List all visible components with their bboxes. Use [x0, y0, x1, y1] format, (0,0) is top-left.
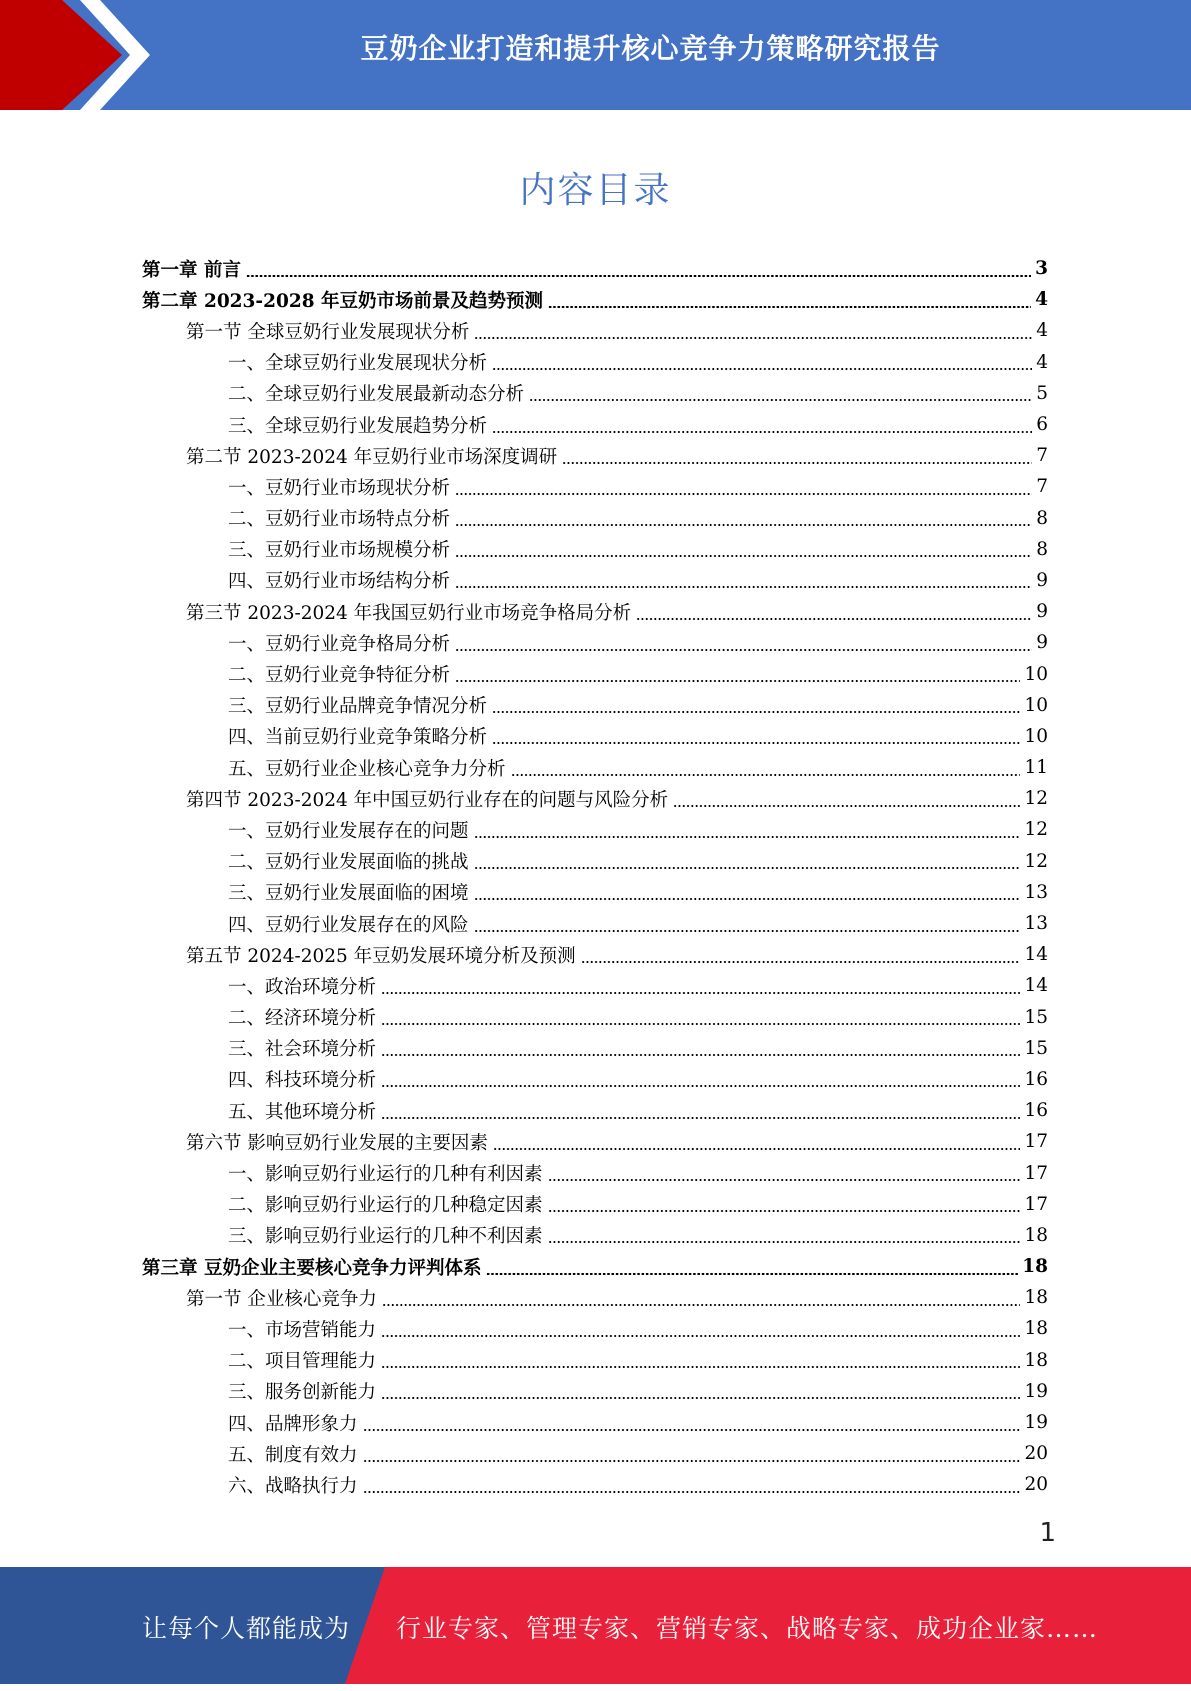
toc-entry-page: 17	[1024, 1131, 1048, 1153]
dot-leader	[548, 1210, 1021, 1212]
dot-leader	[492, 368, 1032, 370]
toc-entry[interactable]	[142, 1064, 1048, 1095]
toc-entry-page: 19	[1024, 1380, 1048, 1402]
toc-entry[interactable]	[142, 1251, 1048, 1282]
dot-leader	[363, 1460, 1021, 1462]
dot-leader	[455, 586, 1032, 588]
red-chevron-decoration	[0, 0, 170, 110]
dot-leader	[581, 961, 1021, 963]
toc-entry-title: 三、社会环境分析	[228, 1039, 377, 1061]
toc-entry-title: 第一章 前言	[142, 259, 241, 281]
toc-entry-page: 10	[1024, 663, 1048, 685]
toc-entry-title: 二、全球豆奶行业发展最新动态分析	[228, 384, 525, 406]
toc-entry[interactable]	[142, 1407, 1048, 1438]
toc-entry[interactable]	[142, 565, 1048, 596]
toc-entry-title: 三、影响豆奶行业运行的几种不利因素	[228, 1226, 543, 1248]
toc-entry[interactable]	[142, 783, 1048, 814]
toc-entry-page: 7	[1036, 476, 1048, 498]
toc-entry-page: 18	[1022, 1256, 1048, 1278]
toc-entry-title: 一、豆奶行业发展存在的问题	[228, 820, 469, 842]
toc-entry-title: 三、豆奶行业发展面临的困境	[228, 883, 469, 905]
toc-entry[interactable]	[142, 1126, 1048, 1157]
toc-entry-page: 15	[1024, 1006, 1048, 1028]
toc-entry-title: 一、影响豆奶行业运行的几种有利因素	[228, 1164, 543, 1186]
toc-entry[interactable]	[142, 814, 1048, 845]
toc-entry-title: 四、品牌形象力	[228, 1413, 358, 1435]
toc-entry-title: 三、服务创新能力	[228, 1382, 377, 1404]
toc-entry-page: 14	[1024, 944, 1048, 966]
toc-entry-page: 14	[1024, 975, 1048, 997]
dot-leader	[636, 618, 1032, 620]
dot-leader	[363, 1429, 1021, 1431]
toc-entry[interactable]	[142, 1033, 1048, 1064]
toc-entry-title: 第一节 全球豆奶行业发展现状分析	[186, 321, 470, 343]
dot-leader	[246, 275, 1031, 277]
toc-entry-title: 四、当前豆奶行业竞争策略分析	[228, 727, 488, 749]
dot-leader	[474, 898, 1021, 900]
toc-entry[interactable]	[142, 1095, 1048, 1126]
toc-entry-title: 第一节 企业核心竞争力	[186, 1288, 377, 1310]
toc-entry-page: 9	[1036, 569, 1048, 591]
toc-entry-title: 五、豆奶行业企业核心竞争力分析	[228, 758, 506, 780]
dot-leader	[382, 1304, 1021, 1306]
toc-entry[interactable]	[142, 846, 1048, 877]
dot-leader	[474, 867, 1021, 869]
toc-entry[interactable]	[142, 970, 1048, 1001]
toc-entry-page: 18	[1024, 1318, 1048, 1340]
dot-leader	[474, 930, 1021, 932]
toc-entry-title: 第二节 2023-2024 年豆奶行业市场深度调研	[186, 446, 558, 468]
toc-entry-title: 三、豆奶行业品牌竞争情况分析	[228, 696, 488, 718]
dot-leader	[381, 1117, 1020, 1119]
toc-entry-page: 6	[1036, 414, 1048, 436]
dot-leader	[548, 1241, 1021, 1243]
toc-entry-page: 7	[1036, 445, 1048, 467]
toc-entry[interactable]	[142, 658, 1048, 689]
dot-leader	[474, 836, 1021, 838]
toc-entry-page: 11	[1024, 757, 1048, 779]
page-number: 1	[1039, 1518, 1056, 1548]
toc-entry-title: 二、豆奶行业发展面临的挑战	[228, 852, 469, 874]
dot-leader	[381, 992, 1020, 994]
toc-entry[interactable]	[142, 409, 1048, 440]
toc-entry[interactable]	[142, 253, 1048, 284]
toc-entry[interactable]	[142, 627, 1048, 658]
toc-entry[interactable]	[142, 1189, 1048, 1220]
dot-leader	[455, 680, 1020, 682]
toc-entry[interactable]	[142, 1469, 1048, 1500]
dot-leader	[455, 649, 1032, 651]
dot-leader	[548, 1179, 1021, 1181]
toc-entry-title: 第三章 豆奶企业主要核心竞争力评判体系	[142, 1257, 482, 1279]
toc-entry-page: 13	[1024, 881, 1048, 903]
toc-entry-title: 一、豆奶行业竞争格局分析	[228, 633, 451, 655]
toc-entry[interactable]	[142, 1157, 1048, 1188]
toc-entry-title: 二、经济环境分析	[228, 1008, 377, 1030]
toc-entry-page: 16	[1024, 1100, 1048, 1122]
dot-leader	[455, 555, 1032, 557]
toc-entry[interactable]	[142, 534, 1048, 565]
toc-entry-page: 9	[1036, 601, 1048, 623]
toc-entry-page: 20	[1024, 1443, 1048, 1465]
dot-leader	[529, 399, 1032, 401]
toc-entry[interactable]	[142, 315, 1048, 346]
toc-entry-page: 15	[1024, 1037, 1048, 1059]
dot-leader	[381, 1366, 1020, 1368]
toc-entry-title: 第六节 影响豆奶行业发展的主要因素	[186, 1132, 488, 1154]
toc-entry-page: 20	[1024, 1474, 1048, 1496]
toc-entry[interactable]	[142, 939, 1048, 970]
toc-entry-title: 三、全球豆奶行业发展趋势分析	[228, 415, 488, 437]
dot-leader	[381, 1054, 1020, 1056]
toc-entry-page: 9	[1036, 632, 1048, 654]
dot-leader	[548, 306, 1031, 308]
dot-leader	[381, 1023, 1020, 1025]
toc-entry-page: 12	[1024, 850, 1048, 872]
toc-entry-title: 二、影响豆奶行业运行的几种稳定因素	[228, 1195, 543, 1217]
toc-entry-page: 4	[1035, 289, 1048, 311]
toc-entry-title: 五、制度有效力	[228, 1444, 358, 1466]
dot-leader	[492, 711, 1020, 713]
footer-slogan-roles: 行业专家、管理专家、营销专家、战略专家、成功企业家……	[396, 1614, 1099, 1643]
toc-entry-page: 4	[1036, 351, 1048, 373]
toc-entry-title: 三、豆奶行业市场规模分析	[228, 540, 451, 562]
toc-entry-title: 一、市场营销能力	[228, 1319, 377, 1341]
toc-entry-title: 二、豆奶行业市场特点分析	[228, 509, 451, 531]
toc-entry-title: 四、豆奶行业市场结构分析	[228, 571, 451, 593]
report-header-band	[0, 0, 1191, 110]
toc-entry-page: 17	[1024, 1193, 1048, 1215]
toc-entry-page: 13	[1024, 913, 1048, 935]
dot-leader	[381, 1397, 1020, 1399]
toc-entry[interactable]	[142, 1282, 1048, 1313]
dot-leader	[562, 462, 1032, 464]
toc-entry-title: 四、科技环境分析	[228, 1070, 377, 1092]
toc-entry[interactable]	[142, 1220, 1048, 1251]
toc-entry[interactable]	[142, 1438, 1048, 1469]
toc-entry[interactable]	[142, 284, 1048, 315]
footer-slogan-lead: 让每个人都能成为	[142, 1614, 351, 1643]
toc-entry-title: 第二章 2023-2028 年豆奶市场前景及趋势预测	[142, 290, 544, 312]
toc-entry-page: 3	[1035, 258, 1048, 280]
dot-leader	[455, 524, 1032, 526]
toc-entry[interactable]	[142, 347, 1048, 378]
toc-entry-title: 一、政治环境分析	[228, 976, 377, 998]
toc-entry-page: 17	[1024, 1162, 1048, 1184]
toc-entry[interactable]	[142, 1376, 1048, 1407]
toc-entry-page: 16	[1024, 1068, 1048, 1090]
toc-entry-page: 4	[1036, 320, 1048, 342]
toc-entry-page: 10	[1024, 725, 1048, 747]
toc-entry[interactable]	[142, 596, 1048, 627]
dot-leader	[511, 774, 1021, 776]
toc-entry[interactable]	[142, 1313, 1048, 1344]
toc-entry-title: 一、全球豆奶行业发展现状分析	[228, 353, 488, 375]
toc-entry-page: 12	[1024, 819, 1048, 841]
toc-entry[interactable]	[142, 908, 1048, 939]
toc-entry-page: 19	[1024, 1412, 1048, 1434]
toc-entry-page: 18	[1024, 1287, 1048, 1309]
toc-entry-page: 10	[1024, 694, 1048, 716]
toc-entry-page: 18	[1024, 1224, 1048, 1246]
toc-heading: 内容目录	[519, 170, 672, 211]
toc-entry[interactable]	[142, 877, 1048, 908]
toc-entry-page: 8	[1036, 538, 1048, 560]
dot-leader	[381, 1085, 1020, 1087]
dot-leader	[455, 493, 1032, 495]
toc-entry[interactable]	[142, 1345, 1048, 1376]
toc-entry[interactable]	[142, 378, 1048, 409]
toc-entry[interactable]	[142, 1002, 1048, 1033]
report-title: 豆奶企业打造和提升核心竞争力策略研究报告	[360, 32, 941, 65]
dot-leader	[493, 1148, 1021, 1150]
dot-leader	[492, 742, 1020, 744]
toc-entry-title: 第四节 2023-2024 年中国豆奶行业存在的问题与风险分析	[186, 789, 669, 811]
toc-entry-page: 12	[1024, 788, 1048, 810]
toc-entry[interactable]	[142, 752, 1048, 783]
toc-entry[interactable]	[142, 440, 1048, 471]
footer-band	[0, 1567, 1191, 1684]
toc-entry-title: 一、豆奶行业市场现状分析	[228, 477, 451, 499]
toc-entry-page: 5	[1036, 382, 1048, 404]
toc-entry[interactable]	[142, 471, 1048, 502]
dot-leader	[492, 431, 1032, 433]
dot-leader	[474, 337, 1032, 339]
toc-entry-title: 二、项目管理能力	[228, 1351, 377, 1373]
toc-entry[interactable]	[142, 721, 1048, 752]
dot-leader	[363, 1491, 1021, 1493]
toc-entry-title: 第五节 2024-2025 年豆奶发展环境分析及预测	[186, 945, 576, 967]
toc-entry-title: 五、其他环境分析	[228, 1101, 377, 1123]
toc-entry-title: 第三节 2023-2024 年我国豆奶行业市场竞争格局分析	[186, 602, 632, 624]
toc-entry[interactable]	[142, 503, 1048, 534]
toc-entry-page: 8	[1036, 507, 1048, 529]
toc-entry-page: 18	[1024, 1349, 1048, 1371]
toc-entry-title: 四、豆奶行业发展存在的风险	[228, 914, 469, 936]
dot-leader	[673, 805, 1020, 807]
dot-leader	[486, 1273, 1018, 1275]
toc-entry-title: 二、豆奶行业竞争特征分析	[228, 665, 451, 687]
toc-entry[interactable]	[142, 690, 1048, 721]
table-of-contents	[142, 253, 1048, 1501]
toc-entry-title: 六、战略执行力	[228, 1475, 358, 1497]
dot-leader	[381, 1335, 1020, 1337]
